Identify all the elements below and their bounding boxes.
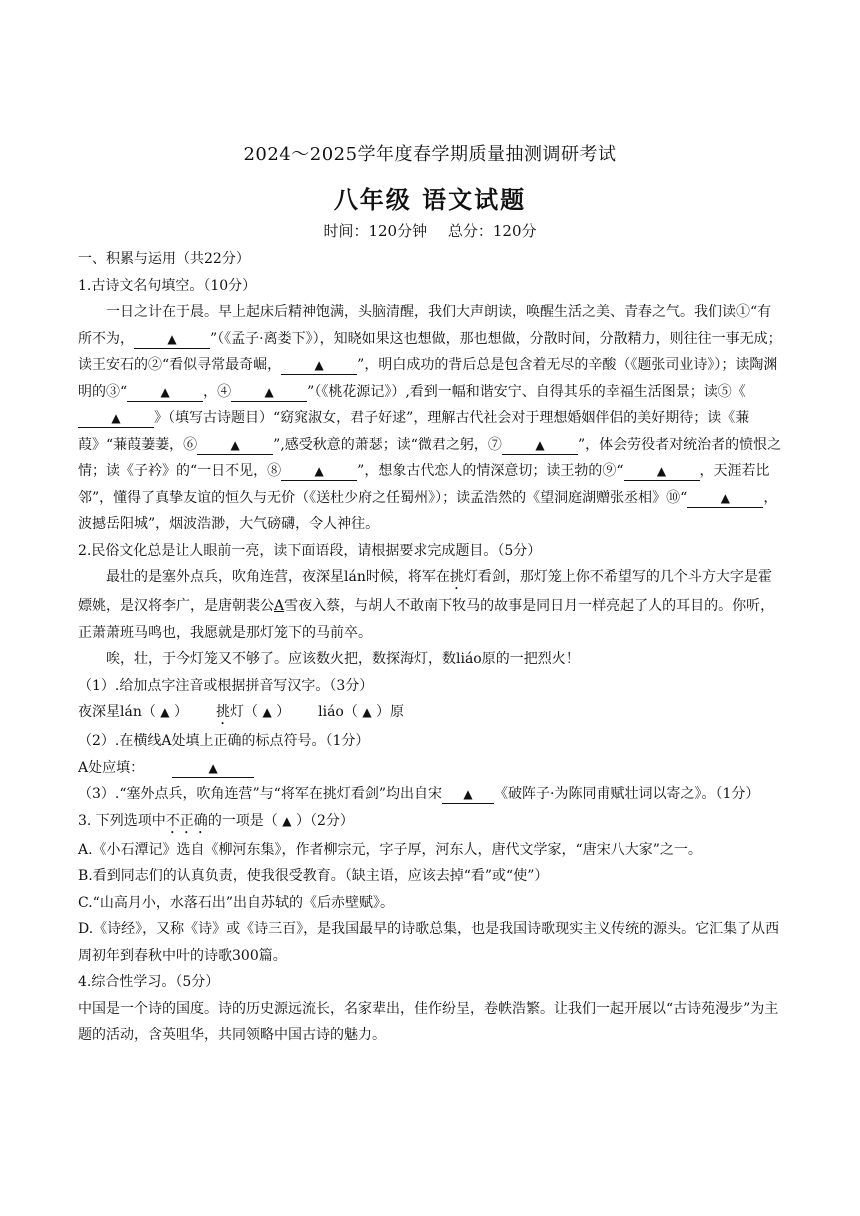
answer-mark: ▲	[362, 705, 372, 719]
answer-mark: ▲	[160, 705, 170, 719]
q2-sub2-title: （2）.在横线A处填上正确的标点符号。（1分）	[78, 733, 370, 749]
exam-time: 时间：120分钟	[323, 222, 428, 240]
answer-blank-author: ▲	[442, 785, 494, 804]
exam-content	[78, 246, 784, 1049]
mark-A: A	[274, 598, 285, 614]
answer-blank-8: ▲	[281, 462, 357, 481]
q2-passage-paragraph-2: 唉，壮，于今灯笼又不够了。应该数火把，数探海灯，数liáo原的一把烈火！	[106, 651, 580, 667]
exam-title: 2024～2025学年度春学期质量抽测调研考试	[243, 144, 617, 165]
q4-text: 中国是一个诗的国度。诗的历史源远流长，名家辈出，佳作纷呈，卷帙浩繁。让我们一起开展以“古诗苑漫步”为主题的活动，含英咀华，共同领略中国古诗的魅力。	[78, 1000, 779, 1043]
q3-option-d: D.《诗经》，又称《诗》或《诗三百》，是我国最早的诗歌总集，也是我国诗歌现实主义传统的源头。它汇集了从西周初年到春秋中叶的诗歌300篇。	[78, 921, 780, 964]
answer-blank-10: ▲	[687, 489, 763, 508]
exam-score: 总分：120分	[447, 222, 537, 240]
dotted-char: 挑	[449, 569, 464, 585]
answer-mark: ▲	[262, 705, 272, 719]
section-heading: 一、积累与运用（共22分）	[78, 251, 250, 267]
q2-title: 2.民俗文化总是让人眼前一亮，读下面语段，请根据要求完成题目。（5分）	[78, 542, 542, 559]
q3-title: 3. 下列选项中不正确的一项是（ ▲ ）（2分）	[78, 812, 354, 829]
q2-passage-paragraph-1: 最壮的是塞外点兵，吹角连营，夜深星lán时候，将军在挑灯看剑，那灯笼上你不希望写的几个斗方大字是霍嫖姚，是汉将李广，是唐朝裴公A雪夜入蔡，与胡人不敢南下牧马的故事是同日月一样亮起了人的耳目的。你听，正萧萧班马鸣也，我愿就是那灯笼下的马前卒。	[78, 569, 775, 641]
exam-meta	[0, 220, 860, 241]
q3-option-c: C.“山高月小，水落石出”出自苏轼的《后赤壁赋》。	[78, 894, 394, 911]
answer-blank-3: ▲	[127, 383, 203, 402]
q3-option-a: A.《小石潭记》选自《柳河东集》，作者柳宗元，字子厚，河东人，唐代文学家，“唐宋八大家”之一。	[78, 841, 702, 858]
answer-mark: ▲	[282, 813, 292, 828]
answer-blank-A: ▲	[172, 759, 254, 778]
q1-title: 1.古诗文名句填空。（10分）	[78, 277, 257, 294]
answer-blank-4: ▲	[231, 383, 307, 402]
answer-blank-7: ▲	[502, 436, 578, 455]
subject-title: 八年级 语文试题	[333, 185, 527, 214]
answer-blank-2: ▲	[281, 356, 357, 375]
q2-sub1-title: （1）.给加点字注音或根据拼音写汉字。（3分）	[78, 677, 374, 694]
q1-paragraph: 一日之计在于晨。早上起床后精神饱满，头脑清醒，我们大声朗读，唤醒生活之美、青春之气。我们读①“有所不为， ▲ ”（《孟子·离娄下》），知晓如果这也想做，那也想做，分散时间，分散精力，则往往一事无成；读王安石的②“看似寻常最奇崛， ▲ ”，明白成功的背后总是包含着无尽的辛酸（《题张司业诗》）；读陶渊明的③“ ▲ ，④ ▲ ”（《桃花源记》）,看到一幅和谐安宁、自得其乐的幸福生活图景；读⑤《▲ 》（填写古诗题目）“窈窕淑女，君子好逑”，理解古代社会对于理想婚姻伴侣的美好期待；读《蒹葭》“蒹葭萋萋，⑥ ▲ ”,感受秋意的萧瑟；读“微君之躬，⑦ ▲ ”，体会劳役者对统治者的愤恨之情；读《子衿》的“一日不见，⑧ ▲ ”，想象古代恋人的情深意切；读王勃的⑨“ ▲ ，天涯若比邻”，懂得了真挚友谊的恒久与无价（《送杜少府之任蜀州》）；读孟浩然的《望洞庭湖赠张丞相》⑩“ ▲ ，波撼岳阳城”，烟波浩渺，大气磅礴，令人神往。	[78, 304, 782, 532]
q3-option-b: B.看到同志们的认真负责，使我很受教育。（缺主语，应该去掉“看”或“使”）	[78, 868, 549, 884]
q2-sub3: （3）.“塞外点兵，吹角连营”与“将军在挑灯看剑”均出自宋 ▲ 《破阵子·为陈同甫赋壮词以寄之》。（1分）	[78, 786, 760, 802]
answer-blank-5: ▲	[78, 409, 154, 428]
answer-blank-6: ▲	[197, 436, 273, 455]
answer-blank-1: ▲	[134, 330, 210, 349]
answer-blank-9: ▲	[624, 462, 700, 481]
q2-sub1-answers: 夜深星lán（ ▲ ） 挑灯（ ▲ ） liáo（ ▲ ）原	[78, 704, 404, 720]
q2-sub2-answer: A处应填： ▲	[78, 755, 784, 782]
q4-title: 4.综合性学习。（5分）	[78, 974, 220, 990]
